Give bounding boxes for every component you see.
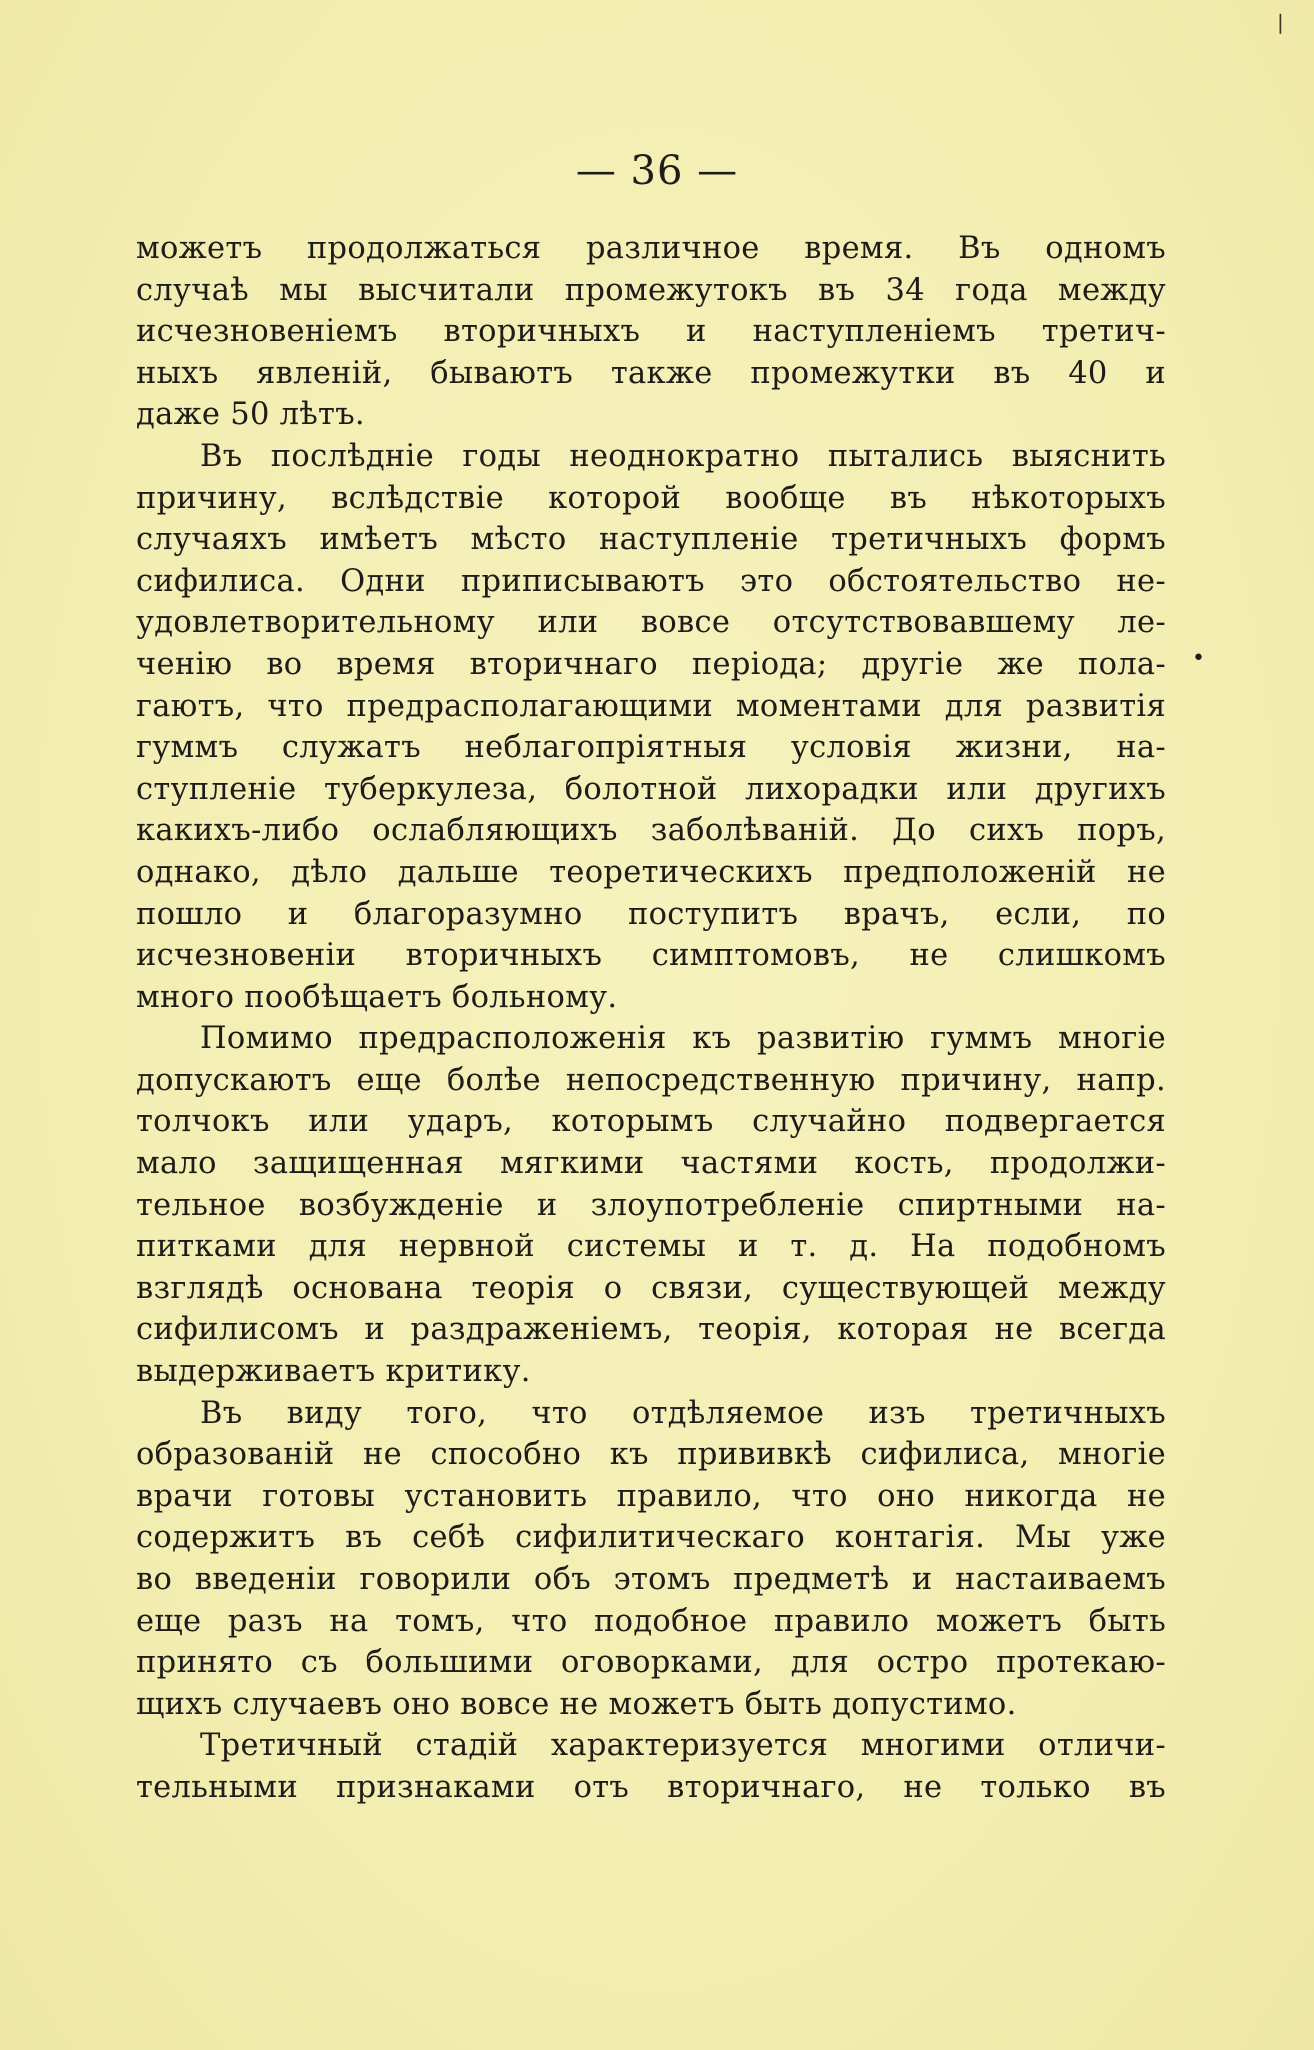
text-line: исчезновеніемъ вторичныхъ и наступленіемъ третич- (136, 314, 1166, 350)
text-line: выдерживаетъ критику. (136, 1354, 531, 1390)
text-line: во введеніи говорили объ этомъ предметѣ и настаиваемъ (136, 1562, 1166, 1597)
text-line: гаютъ, что предрасполагающими моментами для развитія (136, 688, 1166, 724)
text-line: Помимо предрасположенія къ развитію гуммъ многіе (200, 1021, 1166, 1057)
text-line: врачи готовы установить правило, что оно никогда не (136, 1478, 1166, 1514)
text-line: допускаютъ еще болѣе непосредственную причину, напр. (136, 1062, 1166, 1098)
text-line: Въ виду того, что отдѣляемое изъ третичныхъ (200, 1395, 1166, 1431)
text-line: Третичный стадій характеризуется многими отличи- (200, 1728, 1166, 1764)
text-line: сифилисомъ и раздраженіемъ, теорія, которая не всегда (136, 1312, 1166, 1348)
text-line: можетъ продолжаться различное время. Въ одномъ (136, 231, 1166, 266)
text-line: еще разъ на томъ, что подобное правило можетъ быть (136, 1603, 1166, 1639)
corner-mark-icon: ❘ (1272, 10, 1289, 34)
text-line: тельное возбужденіе и злоупотребленіе спиртными на- (136, 1187, 1166, 1223)
text-line: принято съ большими оговорками, для остро протекаю- (136, 1645, 1166, 1681)
text-line: ступленіе туберкулеза, болотной лихорадки или другихъ (136, 771, 1166, 807)
text-line: мало защищенная мягкими частями кость, продолжи- (136, 1146, 1166, 1182)
text-line: случаѣ мы высчитали промежутокъ въ 34 года между (136, 272, 1166, 308)
page-number: — 36 — (575, 148, 739, 194)
text-line: сифилиса. Одни приписываютъ это обстоятельство не- (136, 563, 1166, 599)
text-line: причину, вслѣдствіе которой вообще въ нѣкоторыхъ (136, 480, 1166, 516)
text-line: много пообѣщаетъ больному. (136, 979, 618, 1015)
text-line: однако, дѣло дальше теоретическихъ предположеній не (136, 854, 1166, 890)
text-line: даже 50 лѣтъ. (136, 397, 365, 433)
text-line: питками для нервной системы и т. д. На подобномъ (136, 1229, 1166, 1265)
text-line: ченію во время вторичнаго періода; другіе же пола- (136, 646, 1166, 682)
text-line: случаяхъ имѣетъ мѣсто наступленіе третичныхъ формъ (136, 522, 1166, 558)
text-line: Въ послѣдніе годы неоднократно пытались выяснить (200, 438, 1166, 474)
body-text (136, 228, 1166, 1809)
text-line: удовлетворительному или вовсе отсутствовавшему ле- (136, 605, 1166, 641)
text-line: взглядѣ основана теорія о связи, существующей между (136, 1270, 1166, 1306)
text-line: содержитъ въ себѣ сифилитическаго контагія. Мы уже (136, 1520, 1166, 1556)
text-line: какихъ-либо ослабляющихъ заболѣваній. До сихъ поръ, (136, 813, 1166, 849)
margin-dot-icon: • (1192, 646, 1205, 671)
text-line: ныхъ явленій, бываютъ также промежутки въ 40 и (136, 355, 1166, 391)
text-line: исчезновеніи вторичныхъ симптомовъ, не слишкомъ (136, 938, 1166, 974)
text-line: гуммъ служатъ неблагопріятныя условія жизни, на- (136, 730, 1166, 766)
text-line: образованій не способно къ прививкѣ сифилиса, многіе (136, 1437, 1166, 1473)
text-line: тельными признаками отъ вторичнаго, не только въ (136, 1769, 1166, 1805)
text-line: щихъ случаевъ оно вовсе не можетъ быть допустимо. (136, 1686, 1017, 1722)
text-line: пошло и благоразумно поступитъ врачъ, если, по (136, 896, 1166, 932)
text-line: толчокъ или ударъ, которымъ случайно подвергается (136, 1104, 1166, 1140)
